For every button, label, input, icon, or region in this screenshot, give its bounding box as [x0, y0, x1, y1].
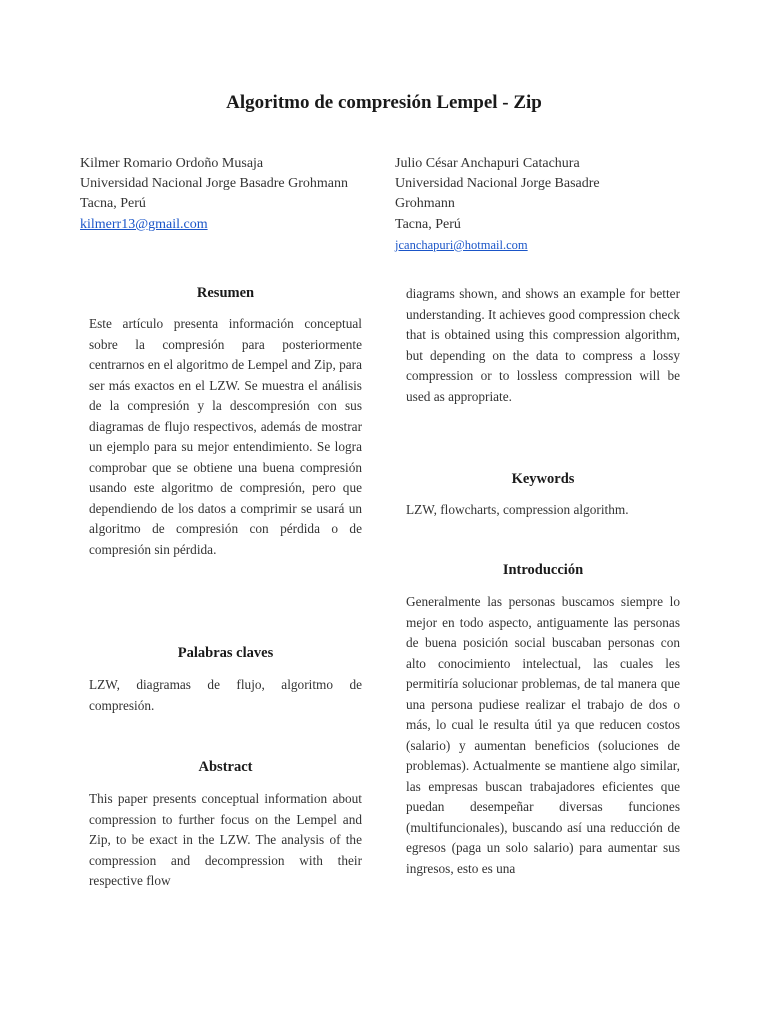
- author-1-location: Tacna, Perú: [80, 196, 146, 212]
- author-1-email-link[interactable]: kilmerr13@gmail.com: [80, 216, 208, 232]
- author-2-email-link[interactable]: jcanchapuri@hotmail.com: [395, 237, 528, 252]
- abstract-text: This paper presents conceptual information about compression to further focus on the Lempel and Zip, to be exact in the LZW. The analysis of the compression and decompression with their respective flow: [89, 791, 362, 888]
- author-2-location: Tacna, Perú: [395, 216, 461, 232]
- author-2-affiliation: Universidad Nacional Jorge Basadre: [395, 176, 600, 192]
- author-1-name: Kilmer Romario Ordoño Musaja: [80, 156, 264, 171]
- abstract-heading: Abstract: [198, 759, 253, 775]
- resumen-heading: Resumen: [196, 285, 255, 301]
- keywords-heading: Keywords: [511, 471, 575, 487]
- author-1-affiliation: Universidad Nacional Jorge Basadre Grohmann: [80, 176, 348, 192]
- author-2-name: Julio César Anchapuri Catachura: [395, 156, 580, 171]
- resumen-text: Este artículo presenta información conceptual sobre la compresión para posteriormente centrarnos en el algoritmo de Lempel and Zip, para ser más exactos en el LZW. Se muestra el análisis de la compresión y la descompresión con sus diagramas de flujo respectivos, además de mostrar un ejemplo para su mejor entendimiento. Se logra comprobar que se obtiene una buena compresión usando este algoritmo de compresión, pero que dependiendo de los datos a comprimir se usará un algoritmo de compresión con pérdida o de compresión sin pérdida.: [89, 316, 362, 557]
- introduccion-text: Generalmente las personas buscamos siempre lo mejor en todo aspecto, antiguamente las personas de buena posición social buscaban personas con alto conocimiento intelectual, las cuales les permitiría solucionar problemas, de tal manera que una persona pudiese realizar el trabajo de dos o más, lo cual le resulta útil ya que reducen costos (salario) y aumentan beneficios (soluciones de problemas). Actualmente se mantiene algo similar, las empresas buscan trabajadores eficientes que puedan desempeñar diversas funciones (multifuncionales), buscando así una reducción de egresos (paga un solo salario) para aumentar sus ingresos, esto es una: [406, 594, 680, 876]
- palabras-claves-text: LZW, diagramas de flujo, algoritmo de compresión.: [89, 677, 362, 713]
- author-2-affiliation-cont: Grohmann: [395, 196, 455, 212]
- author-1: [80, 154, 380, 235]
- introduccion-heading: Introducción: [502, 562, 584, 578]
- keywords-text: LZW, flowcharts, compression algorithm.: [406, 502, 629, 517]
- palabras-claves-heading: Palabras claves: [177, 645, 274, 661]
- abstract-text-continued: diagrams shown, and shows an example for better understanding. It achieves good compression check that is obtained using this compression algorithm, but depending on the data to compress a lossy compression or to lossless compression will be used as appropriate.: [406, 286, 680, 404]
- author-2: [395, 154, 695, 255]
- paper-title: Algoritmo de compresión Lempel - Zip: [226, 92, 542, 113]
